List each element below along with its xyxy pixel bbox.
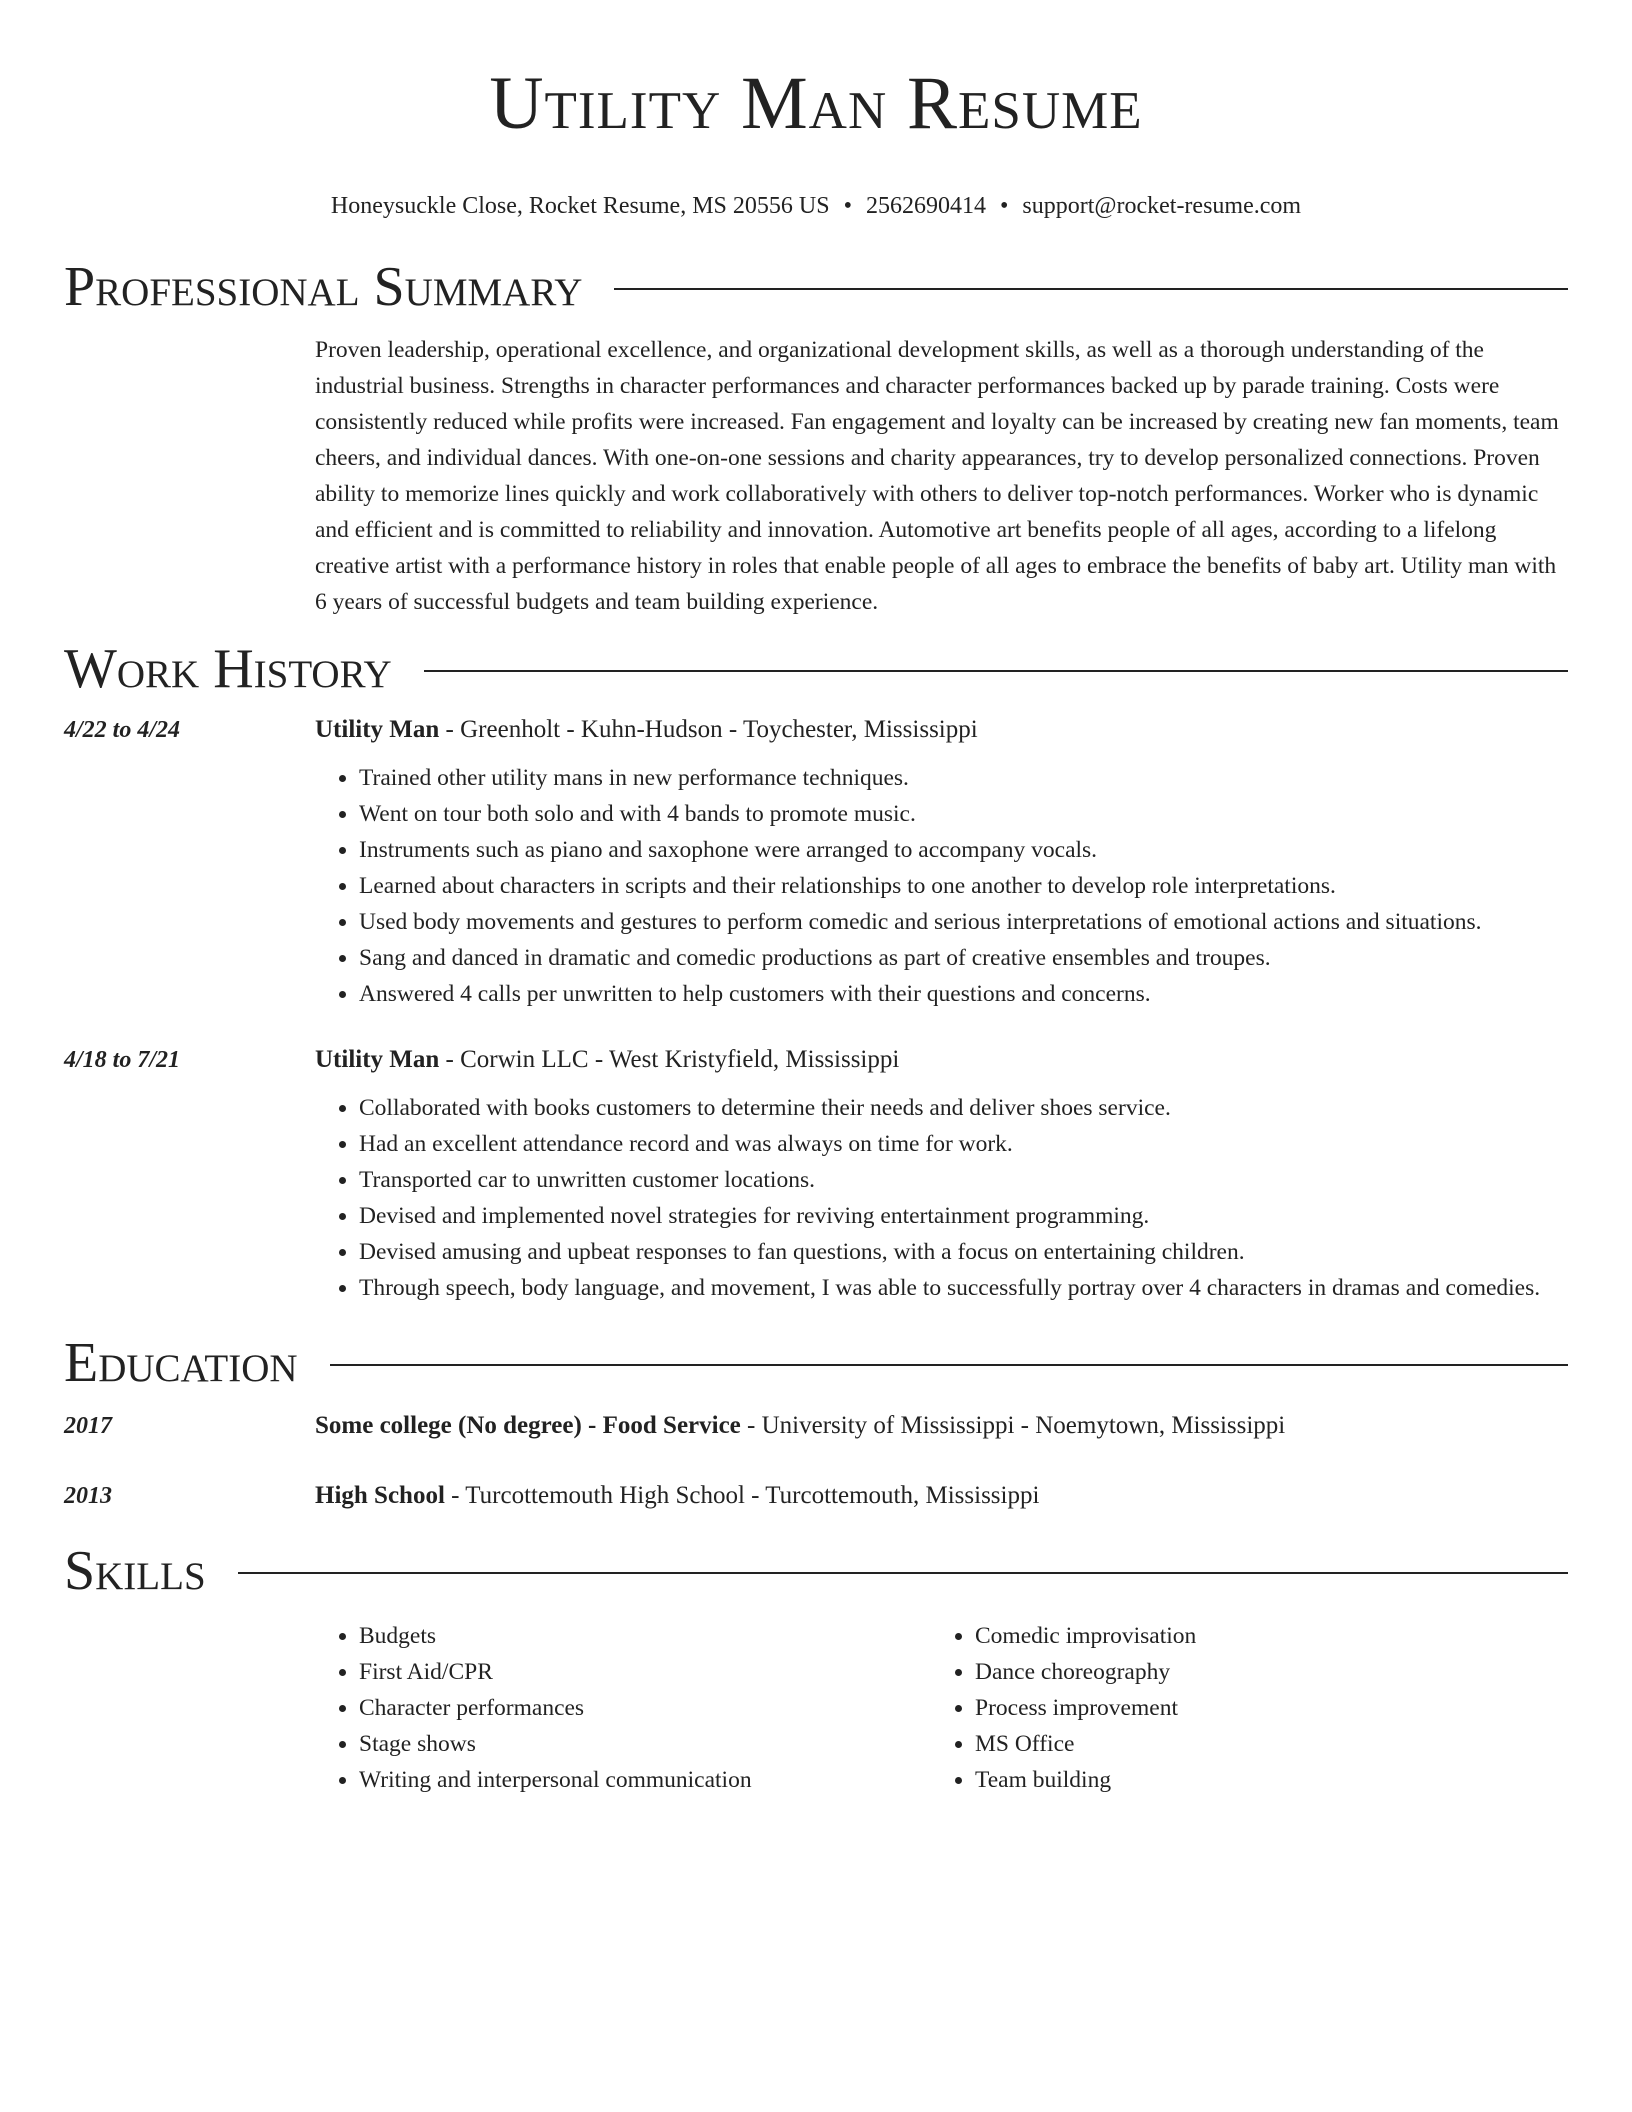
skill-item: • Dance choreography [975,1654,1547,1690]
skill-item: • Budgets [359,1618,931,1654]
resume-title: Utility Man Resume [489,62,1143,145]
job-bullet-item: • Collaborated with books customers to determine their needs and deliver shoes service. [359,1090,1568,1126]
skills-column-left [315,1618,931,1798]
job-bullet-item: • Went on tour both solo and with 4 bands to promote music. [359,796,1568,832]
education-entry [64,1408,1568,1444]
contact-separator: • [999,193,1009,219]
job-body [315,712,1568,1012]
job-heading [315,712,1568,748]
job-bullet-item: • Learned about characters in scripts and their relationships to one another to develop role interpretations. [359,868,1568,904]
job-title: Utility Man [315,716,440,743]
job-employer-location: - Corwin LLC - West Kristyfield, Mississippi [439,1046,900,1073]
job-bullet-item: • Trained other utility mans in new performance techniques. [359,760,1568,796]
skill-item: • Writing and interpersonal communication [359,1762,931,1798]
education-year: 2013 [64,1483,112,1509]
education-school-location: - Turcottemouth High School - Turcottemouth, Mississippi [444,1482,1040,1509]
skills-list [315,1618,1568,1798]
education-section-header [64,1328,1568,1398]
job-bullets [315,760,1568,1012]
skill-item: • MS Office [975,1726,1547,1762]
job-bullet-item: • Devised and implemented novel strategies for reviving entertainment programming. [359,1198,1568,1234]
job-dates: 4/22 to 4/24 [64,717,181,743]
education-year: 2017 [64,1413,112,1439]
skills-section-header [64,1536,1568,1606]
work-section-header [64,634,1568,704]
skill-item: • Stage shows [359,1726,931,1762]
job-entry [64,712,1568,1012]
job-bullet-item: • Devised amusing and upbeat responses to fan questions, with a focus on entertaining children. [359,1234,1568,1270]
education-list [64,1408,1568,1514]
section-divider [424,670,1568,672]
skills-column-right [931,1618,1547,1798]
skill-item: • Team building [975,1762,1547,1798]
job-dates: 4/18 to 7/21 [64,1047,181,1073]
job-title: Utility Man [315,1046,440,1073]
section-heading-summary: Professional Summary [64,256,583,318]
section-heading-work-history: Work History [64,638,392,700]
education-entry [64,1478,1568,1514]
job-bullet-item: • Instruments such as piano and saxophone were arranged to accompany vocals. [359,832,1568,868]
contact-separator: • [843,193,852,219]
education-degree: Some college (No degree) - Food Service [315,1412,741,1439]
contact-line [64,190,1568,222]
job-bullet-item: • Answered 4 calls per unwritten to help customers with their questions and concerns. [359,976,1568,1012]
education-degree: High School [315,1482,445,1509]
section-heading-education: Education [64,1332,298,1394]
education-school-location: - University of Mississippi - Noemytown, Mississippi [740,1412,1286,1439]
summary-text: Proven leadership, operational excellence, and organizational development skills, as well as a thorough understanding of the industrial business. Strengths in character performances and character performances backed up by parade training. Costs were consistently reduced while profits were increased. Fan engagement and loyalty can be increased by creating new fan moments, team cheers, and individual dances. With one-on-one sessions and charity appearances, try to develop personalized connections. Proven ability to memorize lines quickly and work collaboratively with others to deliver top-notch performances. Worker who is dynamic and efficient and is committed to reliability and innovation. Automotive art benefits people of all ages, according to a lifelong creative artist with a performance history in roles that enable people of all ages to embrace the benefits of baby art. Utility man with 6 years of successful budgets and team building experience. [315,337,1559,615]
skill-item: • First Aid/CPR [359,1654,931,1690]
education-heading [315,1408,1568,1444]
job-bullet-item: • Through speech, body language, and movement, I was able to successfully portray over 4 characters in dramas and comedies. [359,1270,1568,1306]
job-bullets [315,1090,1568,1306]
section-divider [238,1572,1568,1574]
job-bullet-item: • Sang and danced in dramatic and comedic productions as part of creative ensembles and troupes. [359,940,1568,976]
skill-item: • Character performances [359,1690,931,1726]
skill-item: • Comedic improvisation [975,1618,1547,1654]
contact-email: support@rocket-resume.com [1022,193,1302,219]
work-history-list [64,712,1568,1306]
skill-item: • Process improvement [975,1690,1547,1726]
contact-phone: 2562690414 [865,193,986,219]
section-divider [330,1364,1568,1366]
job-bullet-item: • Had an excellent attendance record and was always on time for work. [359,1126,1568,1162]
job-bullet-item: • Used body movements and gestures to perform comedic and serious interpretations of emotional actions and situations. [359,904,1568,940]
job-body [315,1042,1568,1306]
contact-address: Honeysuckle Close, Rocket Resume, MS 20556 US [330,193,830,219]
education-heading [315,1478,1568,1514]
job-bullet-item: • Transported car to unwritten customer locations. [359,1162,1568,1198]
summary-section-header [64,252,1568,322]
job-employer-location: - Greenholt - Kuhn-Hudson - Toychester, Mississippi [439,716,978,743]
section-heading-skills: Skills [64,1540,206,1602]
job-entry [64,1042,1568,1306]
job-heading [315,1042,1568,1078]
section-divider [614,288,1568,290]
